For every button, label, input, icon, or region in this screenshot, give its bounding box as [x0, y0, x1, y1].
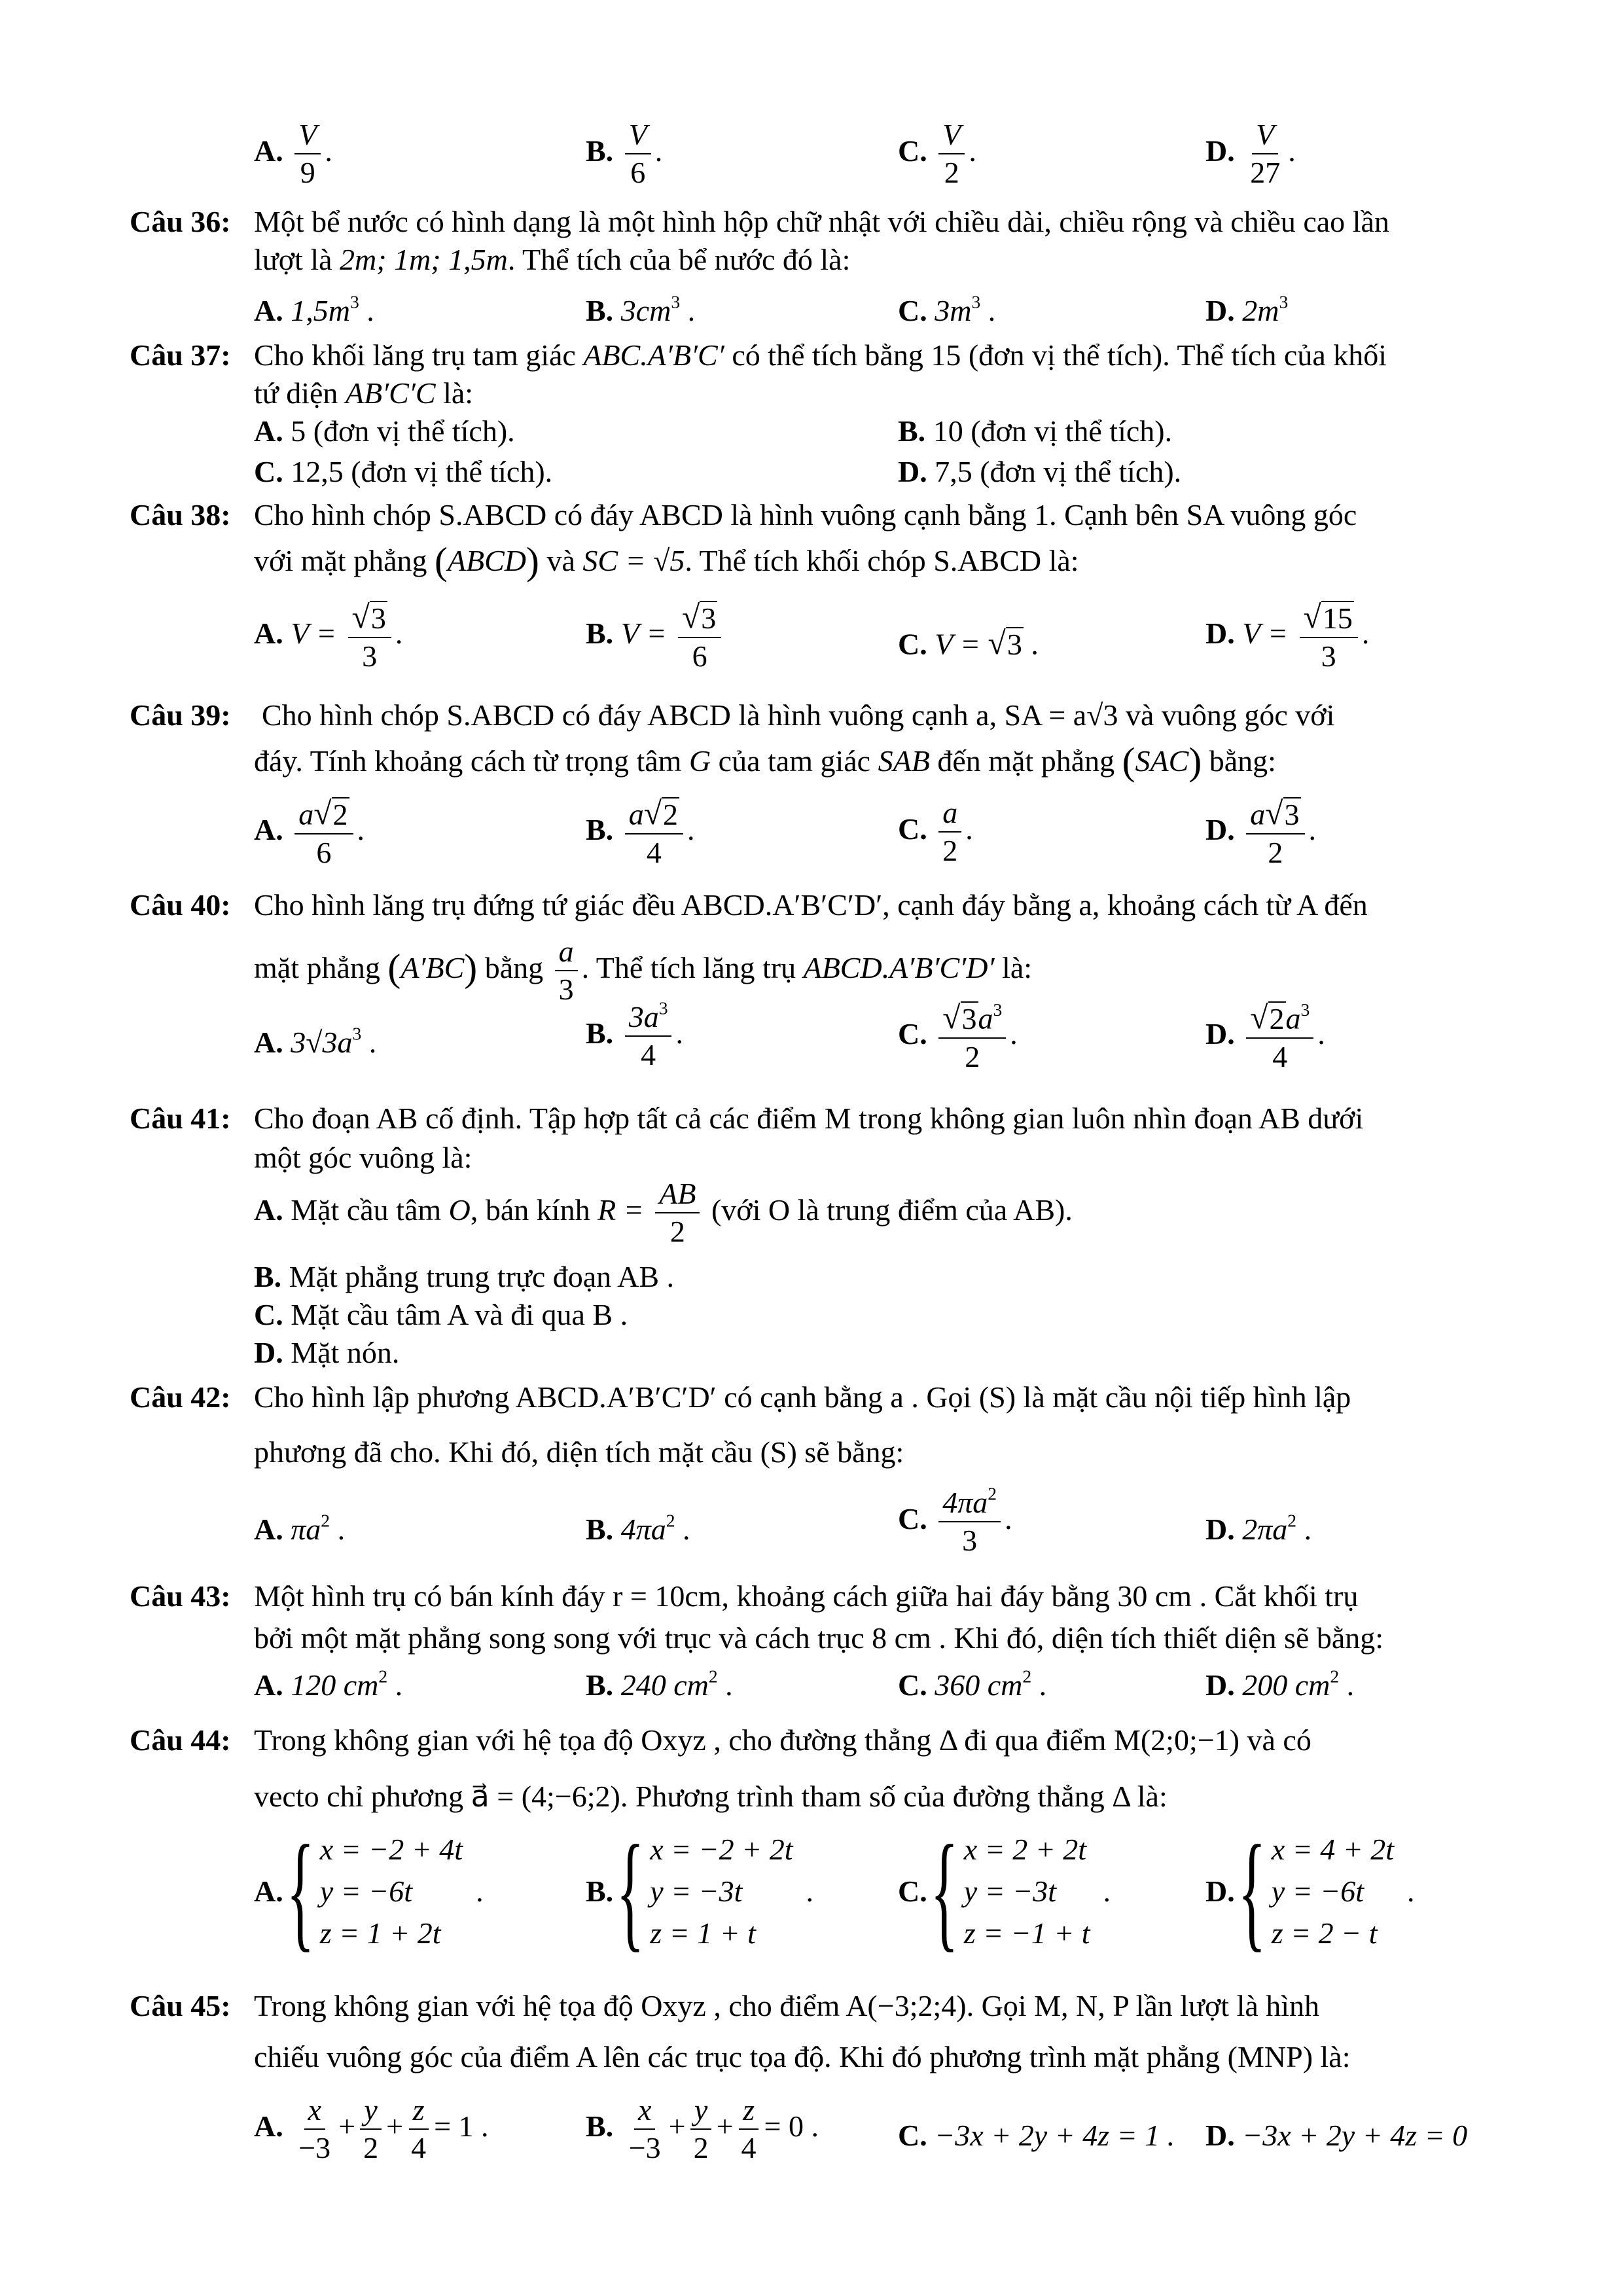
q41-label: Câu 41:: [130, 1102, 231, 1135]
q42-option-d: D. $2\pi a^2$ .: [1205, 1510, 1312, 1546]
q38-stem-line1: Cho hình chóp S.ABCD có đáy ABCD là hình vuông cạnh bằng 1. Cạnh bên SA vuông góc: [254, 498, 1357, 531]
q45-option-a: A. $\frac{x}{-3}$ + $\frac{y}{2}$ + $\frac{z}{4}$ = 1 .: [254, 2093, 489, 2165]
q42-stem-line1: Cho hình lập phương ABCD.A′B′C′D′ có cạnh bằng a . Gọi (S) là mặt cầu nội tiếp hình lập: [254, 1380, 1351, 1414]
q44-option-b: B. { x = −2 + 2t y = −3t z = 1 + t .: [586, 1819, 814, 1964]
q37-option-c: C. 12,5 (đơn vị thể tích).: [254, 455, 553, 488]
q35-option-d: D. $\frac{V}{27}$ .: [1205, 118, 1296, 190]
q38-option-a: A. V = √ 3 3 .: [254, 599, 403, 673]
q39-stem-line2: đáy. Tính khoảng cách từ trọng tâm G của tam giác SAB đến mặt phẳng (SAC) bằng:: [254, 739, 1276, 783]
q42-option-c: C. $\frac{4\pi a^2}{3}$ .: [898, 1483, 1012, 1558]
q36-option-c: C. $3m^3$ .: [898, 291, 996, 327]
q35-option-b: B. $\frac{V}{6}$ .: [586, 118, 663, 190]
q42-stem-line2: phương đã cho. Khi đó, diện tích mặt cầu (S) sẽ bằng:: [254, 1435, 904, 1469]
q41-option-b: B. Mặt phẳng trung trực đoạn AB .: [254, 1260, 675, 1293]
q38-option-d: D. V = √ 15 3 .: [1205, 599, 1370, 673]
q40-label: Câu 40:: [130, 888, 231, 922]
q41-option-a: A. Mặt cầu tâm O, bán kính R = $\frac{AB}{2}$ (với O là trung điểm của AB).: [254, 1177, 1073, 1249]
q45-stem-line2: chiếu vuông góc của điểm A lên các trục tọa độ. Khi đó phương trình mặt phẳng (MNP) là:: [254, 2040, 1351, 2073]
q44-stem-line2: vecto chỉ phương a⃗ = (4;−6;2). Phương trình tham số của đường thẳng Δ là:: [254, 1780, 1168, 1813]
q39-option-d: D. a √ 3 2 .: [1205, 795, 1316, 869]
q40-option-b: B. $\frac{3a^3}{4}$ .: [586, 997, 683, 1072]
q40-option-d: D. √ 2 $a^3$ 4 .: [1205, 999, 1325, 1073]
q43-label: Câu 43:: [130, 1579, 231, 1613]
q45-stem-line1: Trong không gian với hệ tọa độ Oxyz , cho điểm A(−3;2;4). Gọi M, N, P lần lượt là hình: [254, 1989, 1320, 2022]
q35-option-a: A. $\frac{V}{9}$ .: [254, 118, 332, 190]
q40-option-a: A. $3√3a^3$ .: [254, 1023, 377, 1059]
q39-option-a: A. a √ 2 6 .: [254, 795, 365, 869]
q43-option-b: B. 240 $cm^2$ .: [586, 1666, 733, 1702]
q41-stem-line2: một góc vuông là:: [254, 1141, 473, 1174]
q41-stem-line1: Cho đoạn AB cố định. Tập hợp tất cả các điểm M trong không gian luôn nhìn đoạn AB dưới: [254, 1102, 1364, 1135]
q39-stem-line1: Cho hình chóp S.ABCD có đáy ABCD là hình vuông cạnh a, SA = a√3 và vuông góc với: [262, 698, 1335, 732]
q45-option-c: C. −3x + 2y + 4z = 1 .: [898, 2119, 1175, 2152]
q36-label: Câu 36:: [130, 205, 231, 238]
q39-option-b: B. a √ 2 4 .: [586, 795, 695, 869]
q41-option-d: D. Mặt nón.: [254, 1336, 400, 1369]
q40-stem-line2: mặt phẳng (A′BC) bằng $\frac{a}{3}$ . Thể tích lăng trụ ABCD.A′B′C′D′ là:: [254, 935, 1033, 1007]
q42-label: Câu 42:: [130, 1380, 231, 1414]
q44-option-a: A. { x = −2 + 4t y = −6t z = 1 + 2t .: [254, 1819, 484, 1964]
q45-option-b: B. $\frac{x}{-3}$ + $\frac{y}{2}$ + $\frac{z}{4}$ = 0 .: [586, 2093, 819, 2165]
q43-stem-line2: bởi một mặt phẳng song song với trục và cách trục 8 cm . Khi đó, diện tích thiết diện sẽ bằng:: [254, 1621, 1384, 1655]
q38-label: Câu 38:: [130, 498, 231, 531]
q37-stem-line1: Cho khối lăng trụ tam giác ABC.A′B′C′ có thể tích bằng 15 (đơn vị thể tích). Thể tích của khối: [254, 338, 1387, 372]
q36-stem-line2: lượt là 2m; 1m; 1,5m. Thể tích của bể nước đó là:: [254, 243, 851, 276]
q36-option-d: D. $2m^3$: [1205, 291, 1289, 327]
q43-option-d: D. 200 $cm^2$ .: [1205, 1666, 1355, 1702]
q36-option-a: A. $1,5m^3$ .: [254, 291, 374, 327]
q36-option-b: B. $3cm^3$ .: [586, 291, 696, 327]
q44-option-d: D. { x = 4 + 2t y = −6t z = 2 − t .: [1205, 1819, 1415, 1964]
q40-stem-line1: Cho hình lăng trụ đứng tứ giác đều ABCD.A′B′C′D′, cạnh đáy bằng a, khoảng cách từ A đến: [254, 888, 1368, 922]
q37-label: Câu 37:: [130, 338, 231, 372]
q39-option-c: C. $\frac{a}{2}$ .: [898, 796, 973, 868]
q35-option-c: C. $\frac{V}{2}$ .: [898, 118, 976, 190]
q43-option-c: C. 360 $cm^2$ .: [898, 1666, 1047, 1702]
q42-option-b: B. $4\pi a^2$ .: [586, 1510, 690, 1546]
q38-stem-line2: với mặt phẳng (ABCD) và SC = √5. Thể tích khối chóp S.ABCD là:: [254, 539, 1079, 583]
q43-stem-line1: Một hình trụ có bán kính đáy r = 10cm, khoảng cách giữa hai đáy bằng 30 cm . Cắt khối trụ: [254, 1579, 1359, 1613]
q40-option-c: C. √ 3 $a^3$ 2 .: [898, 999, 1018, 1073]
q43-option-a: A. 120 $cm^2$ .: [254, 1666, 403, 1702]
q39-label: Câu 39:: [130, 698, 231, 732]
q37-option-b: B. 10 (đơn vị thể tích).: [898, 414, 1173, 448]
q44-stem-line1: Trong không gian với hệ tọa độ Oxyz , cho đường thẳng Δ đi qua điểm M(2;0;−1) và có: [254, 1723, 1311, 1757]
q36-stem-line1: Một bể nước có hình dạng là một hình hộp chữ nhật với chiều dài, chiều rộng và chiều cao lần: [254, 205, 1389, 238]
q41-option-c: C. Mặt cầu tâm A và đi qua B .: [254, 1298, 628, 1331]
q44-option-c: C. { x = 2 + 2t y = −3t z = −1 + t .: [898, 1819, 1111, 1964]
q45-option-d: D. −3x + 2y + 4z = 0: [1205, 2119, 1468, 2152]
q38-option-c: C. V = √ 3 .: [898, 625, 1039, 662]
q37-option-a: A. 5 (đơn vị thể tích).: [254, 414, 515, 448]
q37-stem-line2: tứ diện AB′C′C là:: [254, 376, 474, 410]
q45-label: Câu 45:: [130, 1989, 231, 2022]
q37-option-d: D. 7,5 (đơn vị thể tích).: [898, 455, 1182, 488]
q44-label: Câu 44:: [130, 1723, 231, 1757]
q38-option-b: B. V = √ 3 6: [586, 601, 725, 672]
q42-option-a: A. $\pi a^2$ .: [254, 1510, 346, 1546]
